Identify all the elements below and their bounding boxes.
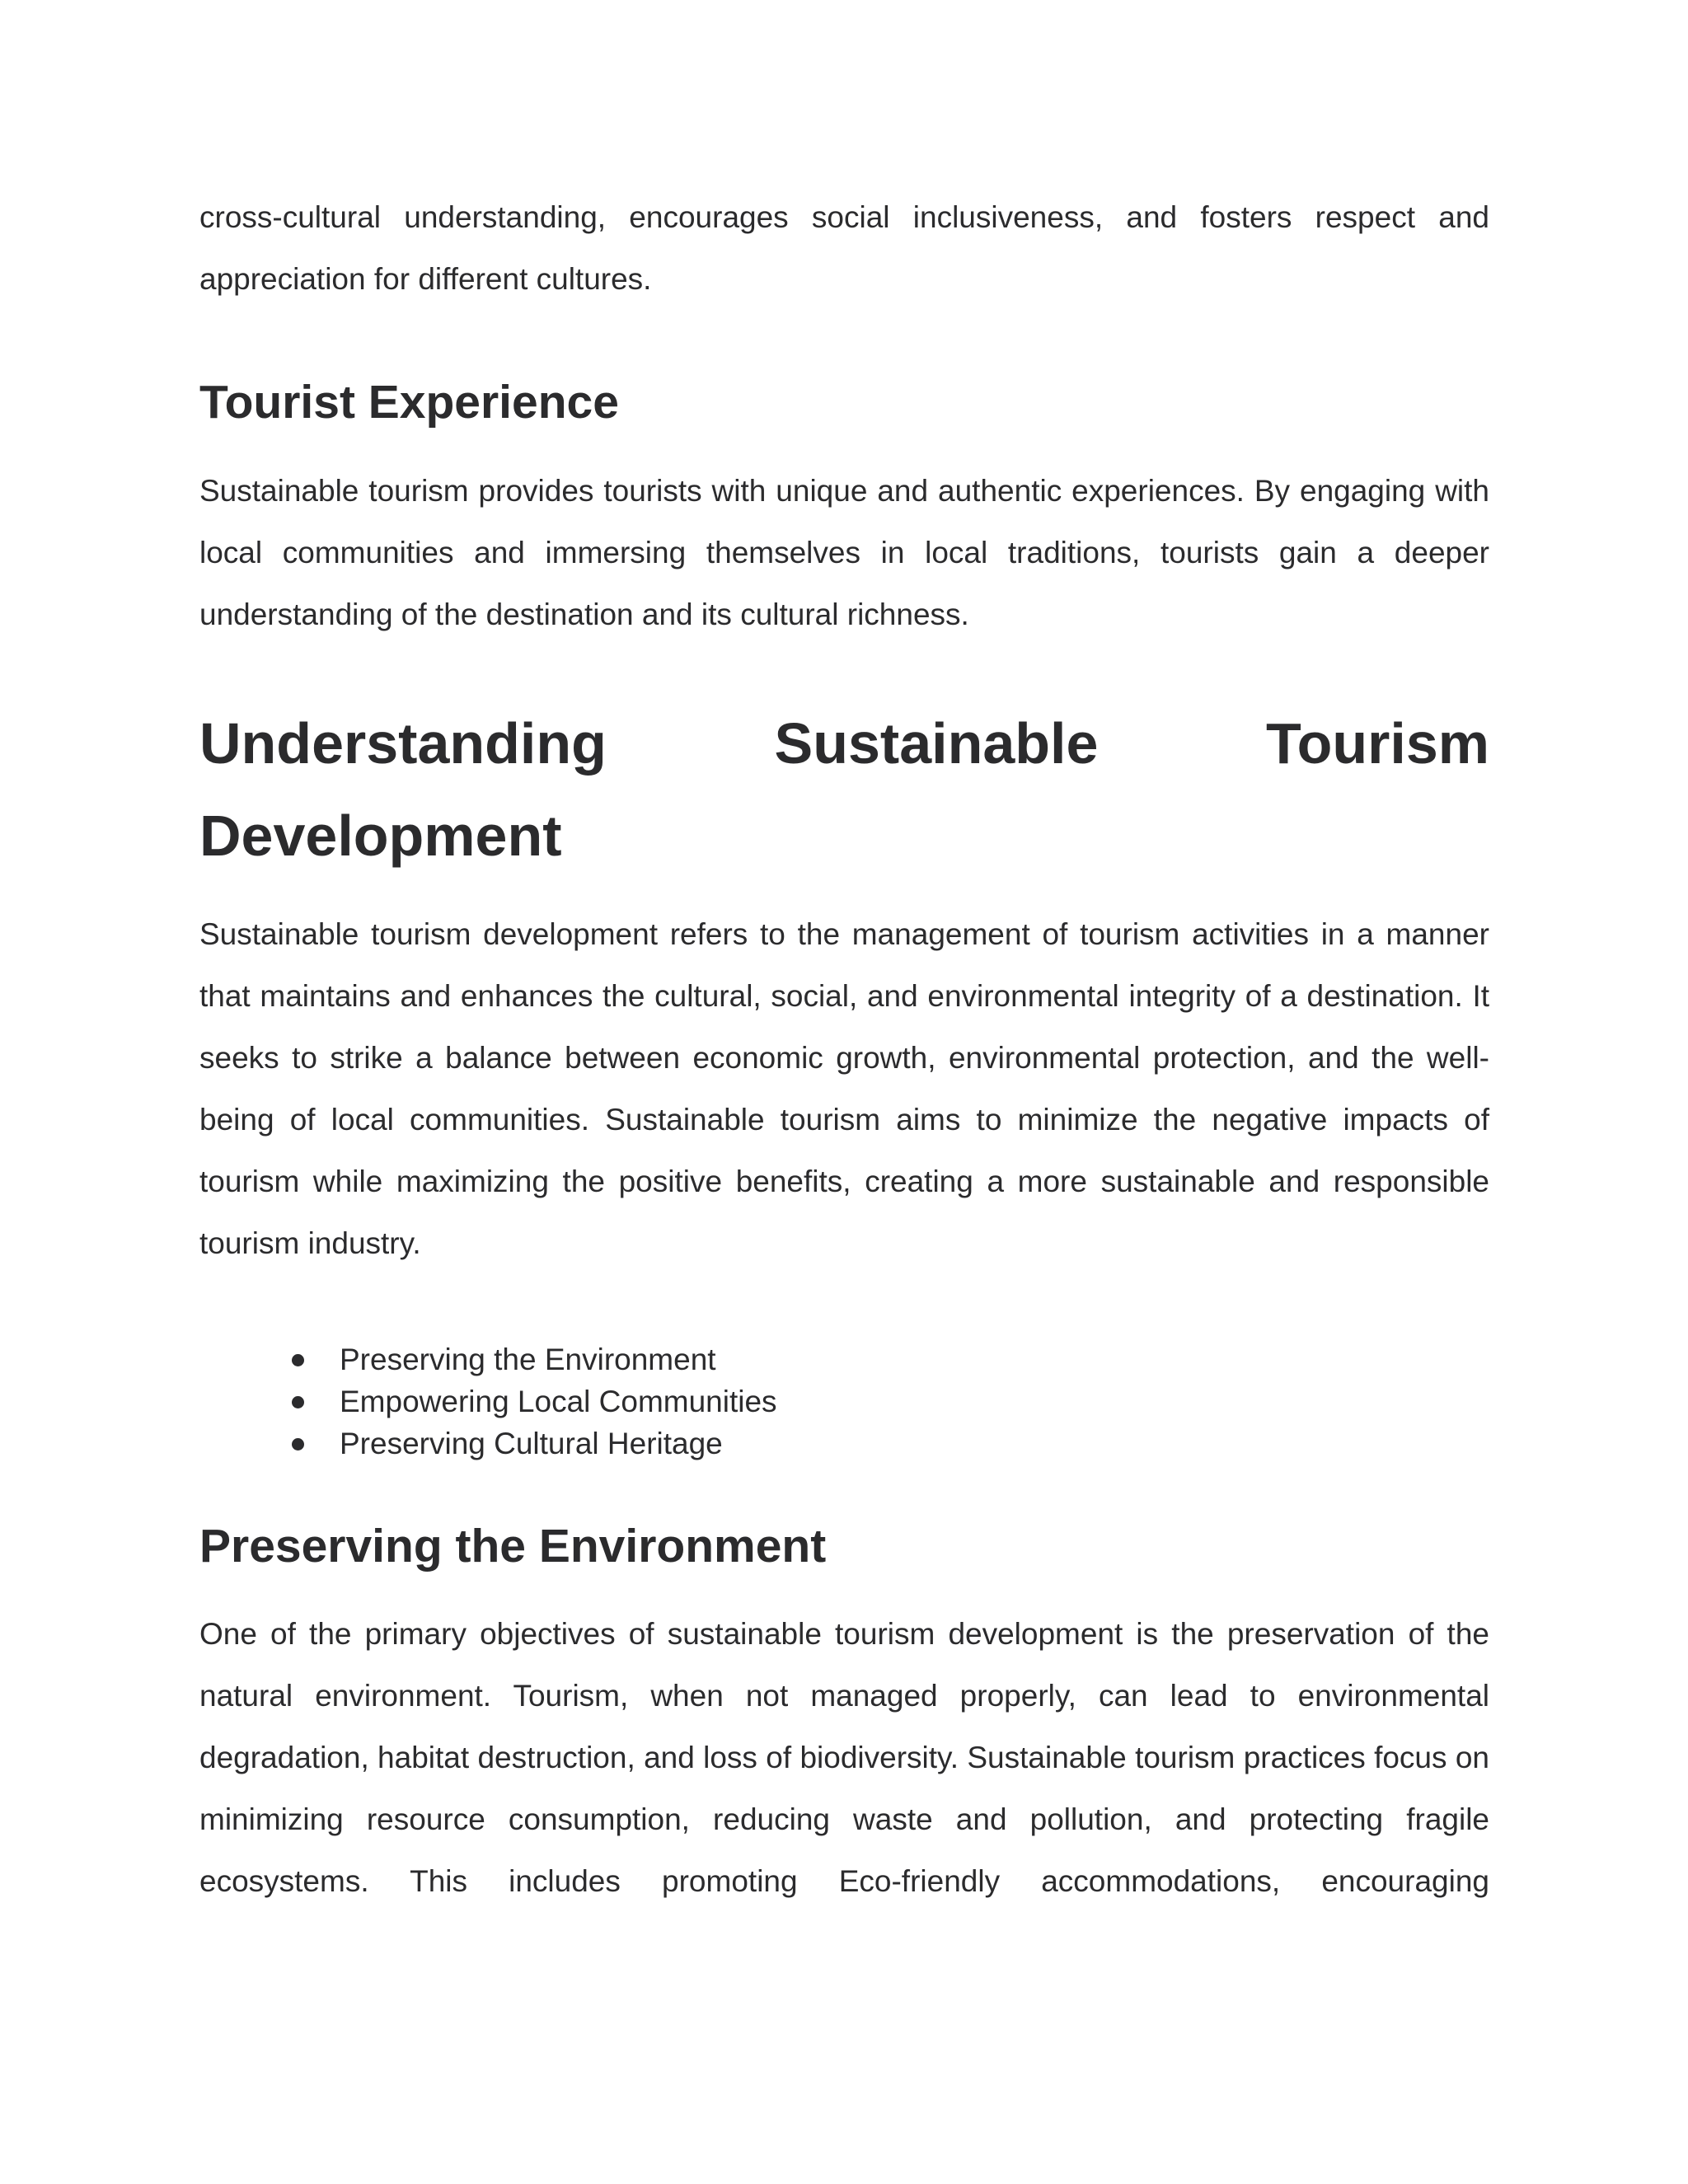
tourist-experience-heading: Tourist Experience [199, 376, 619, 429]
list-item [199, 1338, 1489, 1380]
preserving-environment-heading: Preserving the Environment [199, 1520, 827, 1572]
list-item [199, 1422, 1489, 1465]
pillars-bullet-list [199, 1338, 1489, 1465]
understanding-paragraph: Sustainable tourism development refers to the management of tourism activities in a manner that maintains and enhances the cultural, social, and environmental integrity of a destination. It seeks to strike a balance between economic growth, environmental protection, and the well-being of local communities. Sustainable tourism aims to minimize the negative impacts of tourism while maximizing the positive benefits, creating a more sustainable and responsible tourism industry. [199, 917, 1489, 1260]
list-item-label: Preserving Cultural Heritage [340, 1427, 723, 1460]
list-item-label: Empowering Local Communities [340, 1385, 777, 1418]
preserving-environment-paragraph: One of the primary objectives of sustainable tourism development is the preservation of the natural environment. Tourism, when not managed properly, can lead to environmental degradation, habitat destruction, and loss of biodiversity. Sustainable tourism practices focus on minimizing resource consumption, reducing waste and pollution, and protecting fragile ecosystems. This includes promoting Eco-friendly accommodations, encouraging [199, 1617, 1489, 1898]
understanding-heading: Understanding Sustainable Tourism Development [199, 711, 1489, 868]
bullet-icon [292, 1438, 304, 1451]
list-item-label: Preserving the Environment [340, 1343, 716, 1376]
list-item [199, 1380, 1489, 1422]
bullet-icon [292, 1354, 304, 1366]
tourist-experience-paragraph: Sustainable tourism provides tourists with unique and authentic experiences. By engaging with local communities and immersing themselves in local traditions, tourists gain a deeper understanding of the destination and its cultural richness. [199, 474, 1489, 631]
intro-continuation-paragraph: cross-cultural understanding, encourages social inclusiveness, and fosters respect and appreciation for different cultures. [199, 200, 1489, 296]
bullet-icon [292, 1396, 304, 1408]
